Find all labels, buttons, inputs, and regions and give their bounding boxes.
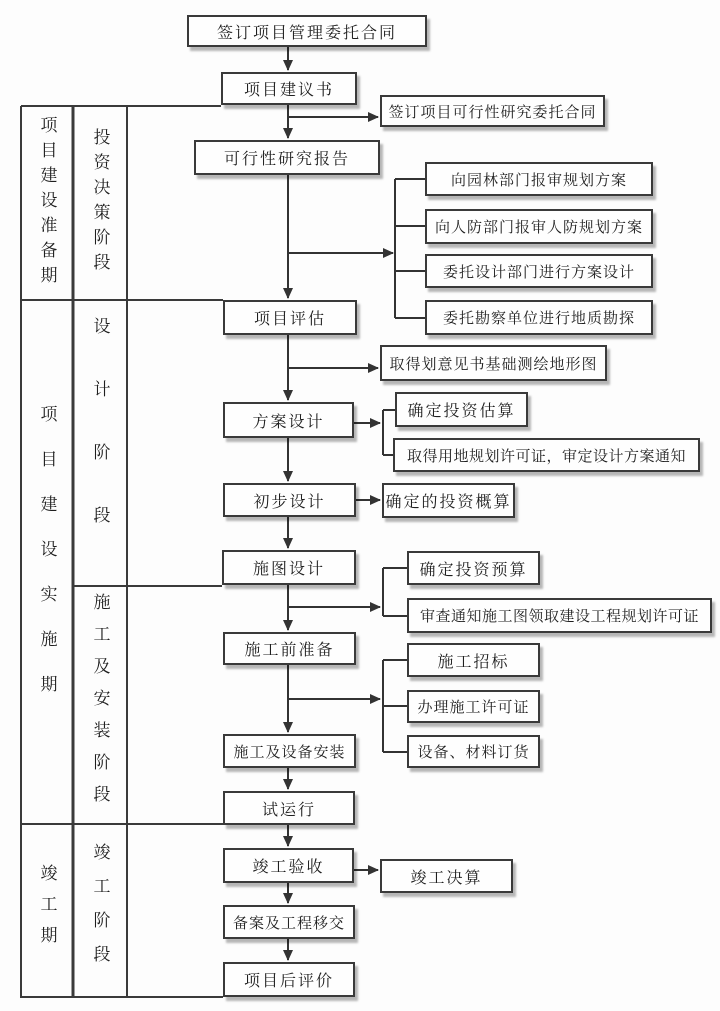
period-cell-completion xyxy=(21,824,73,997)
period-cell-preparation xyxy=(21,106,73,300)
node-construction-drawing-design: 施图设计 xyxy=(222,550,356,585)
node-investment-approx-budget: 确定的投资概算 xyxy=(382,483,515,518)
node-investment-estimate: 确定投资估算 xyxy=(395,392,528,427)
stage-cell-construction-install xyxy=(73,586,127,824)
stage-cell-completion xyxy=(73,824,127,997)
period-label: 项目建设准备期 xyxy=(37,115,57,291)
node-construction-tender: 施工招标 xyxy=(407,643,540,677)
node-sign-feasibility-contract: 签订项目可行性研究委托合同 xyxy=(380,95,605,127)
stage-cell-investment-decision xyxy=(73,106,127,300)
period-cell-implementation xyxy=(21,300,73,824)
period-label: 竣工期 xyxy=(37,864,57,957)
node-completion-settlement: 竣工决算 xyxy=(380,859,513,893)
node-filing-handover: 备案及工程移交 xyxy=(223,905,355,939)
node-completion-acceptance: 竣工验收 xyxy=(223,848,354,883)
node-land-permit-notice: 取得用地规划许可证，审定设计方案通知 xyxy=(393,438,700,472)
node-sign-management-contract: 签订项目管理委托合同 xyxy=(187,15,427,47)
node-investment-budget: 确定投资预算 xyxy=(407,551,540,585)
node-preliminary-design: 初步设计 xyxy=(223,483,356,517)
stage-label: 设计阶段 xyxy=(90,317,110,569)
node-equipment-material-order: 设备、材料订货 xyxy=(407,735,540,768)
node-commission-survey: 委托勘察单位进行地质勘探 xyxy=(425,300,653,335)
node-commission-design-dept: 委托设计部门进行方案设计 xyxy=(425,254,653,288)
node-feasibility-report: 可行性研究报告 xyxy=(194,140,380,175)
node-construction-equipment-install: 施工及设备安装 xyxy=(223,734,356,768)
node-scheme-design: 方案设计 xyxy=(223,402,354,438)
node-pre-construction-prep: 施工前准备 xyxy=(223,632,356,665)
node-trial-run: 试运行 xyxy=(223,791,355,825)
period-label: 项目建设实施期 xyxy=(37,404,57,720)
stage-label: 竣工阶段 xyxy=(90,842,110,979)
node-report-civil-defense: 向人防部门报审人防规划方案 xyxy=(425,209,653,244)
node-report-garden-dept: 向园林部门报审规划方案 xyxy=(425,162,653,196)
stage-cell-design xyxy=(73,300,127,586)
node-review-construction-permit: 审查通知施工图领取建设工程规划许可证 xyxy=(407,598,712,633)
node-obtain-terrain-map: 取得划意见书基础测绘地形图 xyxy=(380,345,607,381)
node-project-evaluation: 项目评估 xyxy=(223,300,357,335)
node-construction-permit: 办理施工许可证 xyxy=(407,690,540,723)
node-project-proposal: 项目建议书 xyxy=(221,72,357,105)
node-post-evaluation: 项目后评价 xyxy=(223,962,355,997)
stage-label: 施工及安装阶段 xyxy=(90,593,110,817)
stage-label: 投资决策阶段 xyxy=(90,128,110,278)
